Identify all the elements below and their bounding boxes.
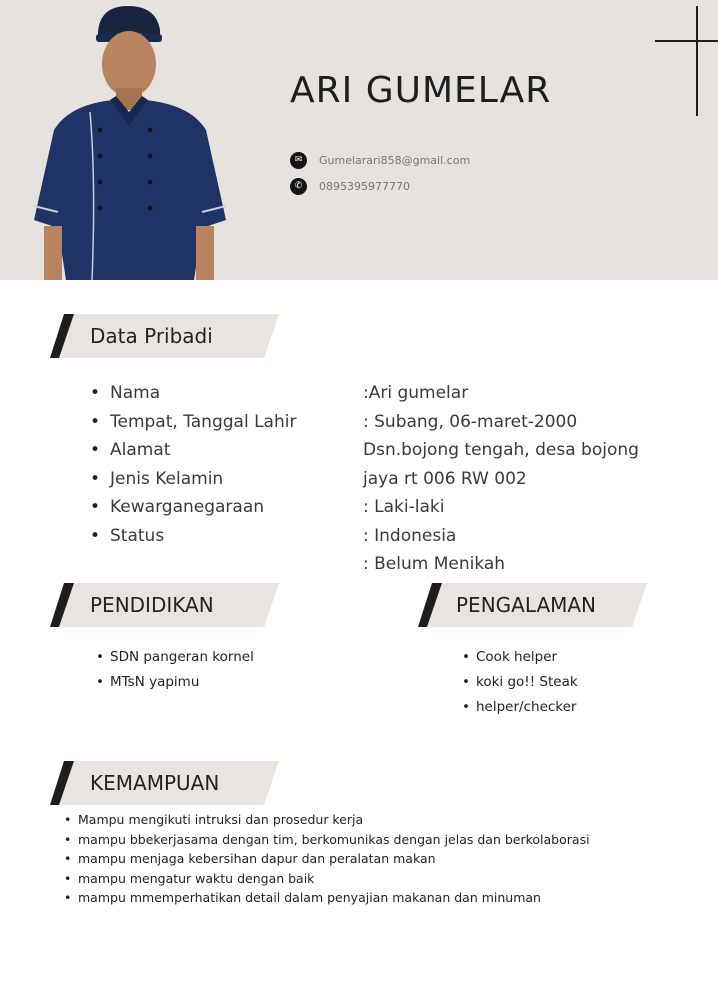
value-kewarganegaraan: : Indonesia xyxy=(363,525,457,546)
profile-photo xyxy=(30,0,230,280)
list-item: • helper/checker xyxy=(462,695,578,720)
value-alamat-1: Dsn.bojong tengah, desa bojong xyxy=(363,440,639,460)
full-name: ARI GUMELAR xyxy=(290,70,552,111)
section-tab-data-pribadi xyxy=(50,313,280,359)
list-item: • mampu bbekerjasama dengan tim, berkomunikas dengan jelas dan berkolaborasi xyxy=(64,830,590,850)
phone-text[interactable]: 0895395977770 xyxy=(319,180,410,193)
section-tab-kemampuan xyxy=(50,760,280,806)
label-nama: • Nama xyxy=(90,379,296,408)
label-kewarganegaraan: • Kewarganegaraan xyxy=(90,493,296,522)
list-item: • MTsN yapimu xyxy=(96,670,254,695)
value-nama: :Ari gumelar xyxy=(363,383,469,403)
decorative-vertical-line xyxy=(696,6,698,116)
section-title: KEMAMPUAN xyxy=(90,771,220,795)
decorative-horizontal-line xyxy=(655,40,718,42)
value-ttl: : Subang, 06-maret-2000 xyxy=(363,411,578,432)
phone-icon: ✆ xyxy=(290,178,307,195)
section-tab-pengalaman xyxy=(418,582,648,628)
list-item: • mampu mmemperhatikan detail dalam penyajian makanan dan minuman xyxy=(64,888,590,908)
label-ttl: • Tempat, Tanggal Lahir xyxy=(90,408,296,437)
value-status: : Belum Menikah xyxy=(363,554,506,574)
list-item: • Cook helper xyxy=(462,645,578,670)
email-row xyxy=(290,152,470,169)
label-status: • Status xyxy=(90,522,296,551)
list-item: • mampu menjaga kebersihan dapur dan peralatan makan xyxy=(64,849,590,869)
list-item: • SDN pangeran kornel xyxy=(96,645,254,670)
header-band xyxy=(0,0,718,280)
section-title: PENGALAMAN xyxy=(456,593,597,617)
email-icon: ✉ xyxy=(290,152,307,169)
kemampuan-list xyxy=(64,810,590,908)
section-tab-pendidikan xyxy=(50,582,280,628)
personal-values xyxy=(363,379,639,579)
personal-labels xyxy=(90,379,296,550)
list-item: • mampu mengatur waktu dengan baik xyxy=(64,869,590,889)
value-alamat-2: jaya rt 006 RW 002 xyxy=(363,468,527,489)
label-jenis-kelamin: • Jenis Kelamin xyxy=(90,465,296,494)
pengalaman-list xyxy=(462,645,578,720)
list-item: • Mampu mengikuti intruksi dan prosedur kerja xyxy=(64,810,590,830)
label-alamat: • Alamat xyxy=(90,436,296,465)
email-text[interactable]: Gumelarari858@gmail.com xyxy=(319,154,471,167)
phone-row xyxy=(290,178,410,195)
list-item: • koki go!! Steak xyxy=(462,670,578,695)
value-jenis-kelamin: : Laki-laki xyxy=(363,497,445,517)
pendidikan-list xyxy=(96,645,254,695)
section-title: Data Pribadi xyxy=(90,324,213,348)
section-title: PENDIDIKAN xyxy=(90,593,214,617)
